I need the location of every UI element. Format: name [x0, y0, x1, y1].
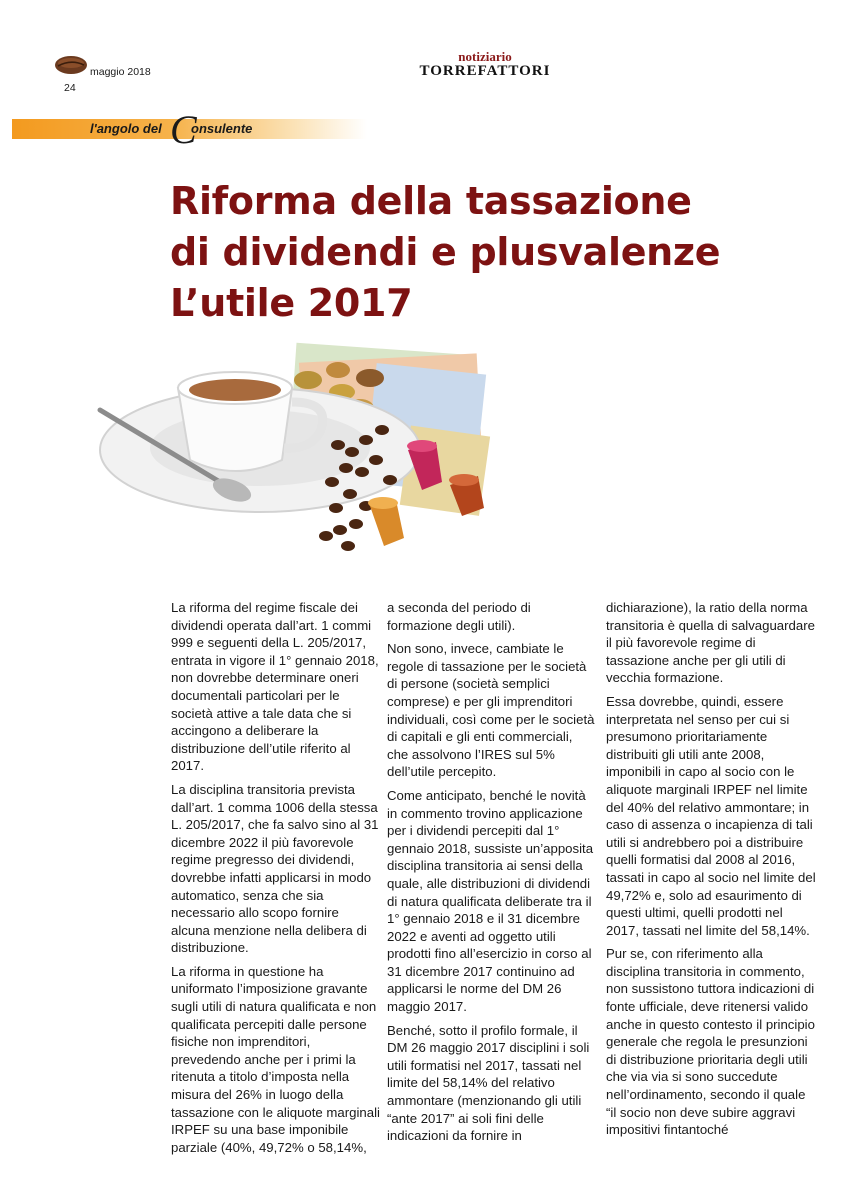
article-column-2 [387, 599, 597, 1151]
paragraph: Benché, sotto il profilo formale, il DM 26 maggio 2017 disciplini i soli utili formatisi nel 2017, tassati nel limite del 58,14% del relativo ammontare (menzionando gli utili “ante 2017” ai soli fini delle indicazioni da fornire in [387, 1022, 590, 1144]
paragraph: a seconda del periodo di formazione degli utili). [387, 600, 531, 633]
coffee-bean-icon [54, 55, 88, 75]
article-column-3 [606, 599, 818, 1145]
title-line-2: di dividendi e plusvalenze [170, 230, 721, 274]
paragraph: La riforma del regime fiscale dei dividendi operata dall’art. 1 commi 999 e seguenti della L. 205/2017, entrata in vigore il 1° gennaio 2018, non dovrebbe determinare oneri documentali particolari per le società attive a tale data che si accingono a deliberare la distribuzione dell’utile riferito al 2017. [171, 600, 379, 774]
paragraph: Pur se, con riferimento alla disciplina transitoria in commento, non sussistono tuttora indicazioni di fonte ufficiale, deve ritenersi valido anche in questo contesto il principio generale che regola le presunzioni di distribuzione prioritaria degli utili che via via si sono succedute nell’ordinamento, secondo il quale “il socio non deve subire aggravi impositivi fintantoché [606, 946, 815, 1138]
masthead-line1: notiziario [458, 49, 512, 64]
article-column-1 [171, 599, 381, 1162]
paragraph: Come anticipato, benché le novità in commento trovino applicazione per i dividendi percepiti dal 1° gennaio 2018, sussiste un’apposita disciplina transitoria ai sensi della quale, alle distribuzioni di dividendi di natura qualificata deliberate tra il 1° gennaio 2018 e il 31 dicembre 2022 e aventi ad oggetto utili prodotti fino all’esercizio in corso al 31 dicembre 2017 continuino ad applicarsi le norme del DM 26 maggio 2017. [387, 787, 594, 1015]
page-number: 24 [64, 82, 76, 94]
article-title [170, 176, 830, 329]
section-label-initial: C [170, 107, 197, 152]
section-label-suffix: onsulente [191, 121, 253, 136]
masthead-logo [410, 50, 560, 79]
title-line-3: L’utile 2017 [170, 281, 413, 325]
paragraph: La disciplina transitoria prevista dall’art. 1 comma 1006 della stessa L. 205/2017, che fa salvo sino al 31 dicembre 2022 il più favorevole regime pregresso dei dividendi, dovrebbe infatti applicarsi in modo automatico, senza che sia necessario allo scopo fornire alcuna menzione nella delibera di distribuzione. [171, 781, 379, 956]
masthead-line2: TORREFATTORI [419, 63, 551, 79]
issue-date: maggio 2018 [90, 66, 151, 78]
paragraph: La riforma in questione ha uniformato l’imposizione gravante sugli utili di natura qualificata e non qualificata percepiti dalle persone fisiche non imprenditori, prevedendo anche per i primi la ritenuta a titolo d’imposta nella misura del 26% in luogo della tassazione con le aliquote marginali IRPEF su una base imponibile parziale (40%, 49,72% o 58,14%, [171, 963, 380, 1155]
title-line-1: Riforma della tassazione [170, 179, 692, 223]
paragraph: Essa dovrebbe, quindi, essere interpretata nel senso per cui si presumono prioritariamente distribuiti gli utili ante 2008, imponibili in capo al socio con le aliquote marginali IRPEF nel limite del 40% del relativo ammontare; in caso di assenza o incapienza di tali utili si andrebbero poi a distribuire quelli formatisi dal 2008 al 2016, tassati in capo al socio nel limite del 49,72% e, solo ad esaurimento di questi ultimi, quelli prodotti nel 2017, tassati nel limite del 58,14%. [606, 693, 816, 938]
paragraph: dichiarazione), la ratio della norma transitoria è quella di salvaguardare il più favorevole regime di tassazione anche per gli utili di vecchia formazione. [606, 600, 815, 686]
section-label-prefix: l'angolo del [90, 121, 162, 136]
coffee-cup-illustration [70, 310, 540, 575]
paragraph: Non sono, invece, cambiate le regole di tassazione per le società di persone (società semplici comprese) e per gli imprenditori individuali, così come per le società di capitali e gli enti commerciali, che assolvono l’IRES sul 5% dell’utile percepito. [387, 641, 595, 780]
